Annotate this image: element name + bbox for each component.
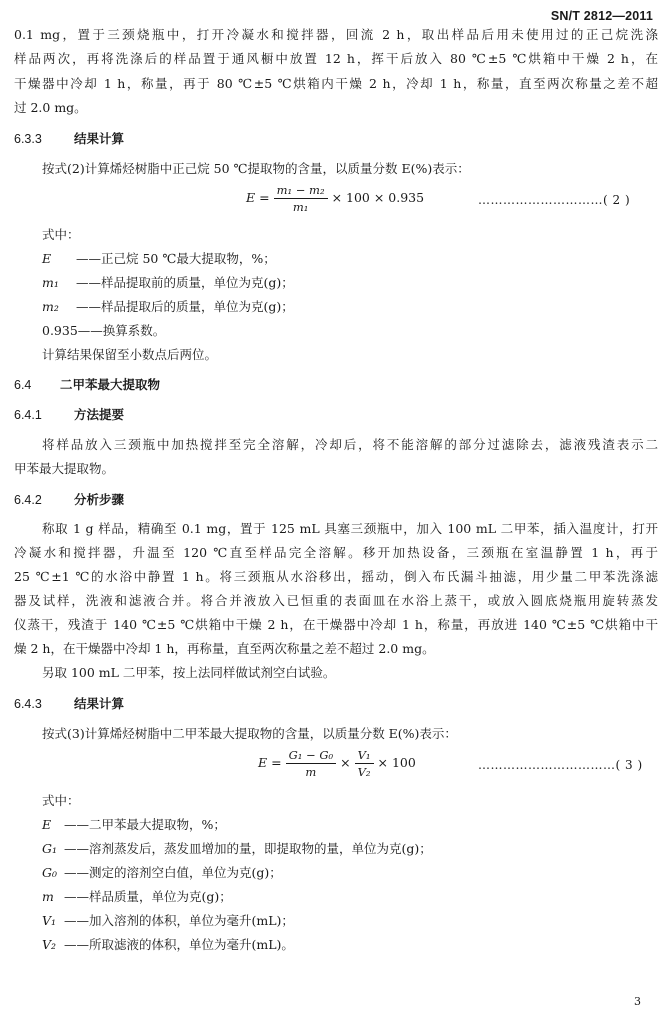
definition-row: V₂ ——所取滤液的体积，单位为毫升(mL)。 (42, 937, 294, 952)
section-number: 6.4.3 (14, 697, 42, 711)
section-heading-6-4-3 (14, 696, 124, 712)
formula-intro: 按式(3)计算烯烃树脂中二甲苯最大提取物的含量，以质量分数 E(%)表示： (42, 726, 457, 741)
fraction-denominator: V₂ (357, 765, 371, 779)
section-heading-6-4-2 (14, 492, 124, 508)
section-heading-6-4 (14, 377, 160, 393)
paragraph-line: 0.1 mg，置于三颈烧瓶中，打开冷凝水和搅拌器，回流 2 h，取出样品后用未使用过的正己烷洗涤 (14, 27, 658, 42)
section-heading-6-4-1 (14, 407, 124, 423)
fraction-numerator: V₁ (355, 748, 374, 764)
equation-2 (246, 183, 424, 214)
section-title: 结果计算 (74, 697, 125, 711)
formula-intro: 按式(2)计算烯烃树脂中正己烷 50 ℃提取物的含量，以质量分数 E(%)表示： (42, 161, 470, 176)
paragraph-line: 仪蒸干，残渣于 140 ℃±5 ℃烘箱中干燥 2 h，在干燥器中冷却 1 h，称量，再放进 140 ℃±5 ℃烘箱中干 (14, 617, 658, 632)
fraction (274, 183, 328, 214)
section-title: 方法提要 (74, 408, 125, 422)
paragraph-line: 将样品放入三颈瓶中加热搅拌至完全溶解，冷却后，将不能溶解的部分过滤除去，滤液残渣表示二 (42, 437, 658, 452)
rounding-note: 计算结果保留至小数点后两位。 (42, 347, 218, 362)
paragraph-line: 称取 1 g 样品，精确至 0.1 mg，置于 125 mL 具塞三颈瓶中，加入 100 mL 二甲苯，插入温度计，打开 (42, 521, 658, 536)
paragraph-line: 样品两次，再将洗涤后的样品置于通风橱中放置 12 h，挥干后放入 80 ℃±5 ℃烘箱中干燥 2 h，在 (14, 51, 658, 66)
definition-row: m₁ ——样品提取前的质量，单位为克(g)； (42, 275, 294, 290)
equation-lhs: E = (258, 755, 282, 770)
blank-test-note: 另取 100 mL 二甲苯，按上法同样做试剂空白试验。 (42, 665, 336, 680)
section-title: 分析步骤 (74, 493, 125, 507)
section-number: 6.4.1 (14, 408, 42, 422)
paragraph-line: 干燥器中冷却 1 h，称量，再于 80 ℃±5 ℃烘箱内干燥 2 h，冷却 1 h，称量，直至两次称量之差不超 (14, 76, 658, 91)
paragraph-line: 过 2.0 mg。 (14, 100, 87, 115)
equation-leader-dots: ……………………………( 3 ) (478, 758, 643, 772)
definition-row: G₁ ——溶剂蒸发后，蒸发皿增加的量，即提取物的量，单位为克(g)； (42, 841, 432, 856)
definition-row: m ——样品质量，单位为克(g)； (42, 889, 232, 904)
fraction-numerator: G₁ − G₀ (286, 748, 337, 764)
section-heading-6-3-3 (14, 131, 124, 147)
paragraph-line: 25 ℃±1 ℃的水浴中静置 1 h。将三颈瓶从水浴移出，摇动，倒入布氏漏斗抽滤，用少量二甲苯洗涤滤 (14, 569, 658, 584)
paragraph-line: 冷凝水和搅拌器，升温至 120 ℃直至样品完全溶解。移开加热设备，三颈瓶在室温静置 1 h，再于 (14, 545, 658, 560)
page-number: 3 (634, 995, 641, 1008)
fraction-numerator: m₁ − m₂ (274, 183, 328, 199)
fraction-denominator: m₁ (292, 200, 309, 214)
definition-row: V₁ ——加入溶剂的体积，单位为毫升(mL)； (42, 913, 294, 928)
equation-number: ( 2 ) (603, 193, 631, 207)
standard-code-header: SN/T 2812—2011 (550, 9, 653, 23)
definition-row: E ——正己烷 50 ℃最大提取物，%； (42, 251, 276, 266)
equation-lhs: E = (246, 190, 270, 205)
fraction (286, 748, 337, 779)
paragraph-line: 甲苯最大提取物。 (14, 461, 115, 476)
equation-rest: × 100 (377, 755, 416, 770)
section-number: 6.3.3 (14, 132, 42, 146)
section-number: 6.4 (14, 378, 32, 392)
fraction (355, 748, 374, 779)
section-number: 6.4.2 (14, 493, 42, 507)
fraction-denominator: m (305, 765, 317, 779)
section-title: 结果计算 (74, 132, 125, 146)
equation-3: E = $\frac{\text{G₁ − G₀}}{m}$ × $\frac{\text{V₁}}{\text{V₂}}$ × 100 (258, 748, 416, 779)
paragraph-line: 燥 2 h，在干燥器中冷却 1 h，再称量，直至两次称量之差不超过 2.0 mg。 (14, 641, 435, 656)
definition-row: G₀ ——测定的溶剂空白值，单位为克(g)； (42, 865, 282, 880)
where-label: 式中： (42, 227, 80, 242)
section-title: 二甲苯最大提取物 (60, 378, 161, 392)
equation-leader-dots: …………………………( 2 ) (478, 193, 631, 207)
definition-row: m₂ ——样品提取后的质量，单位为克(g)； (42, 299, 294, 314)
definition-row: E ——二甲苯最大提取物，%； (42, 817, 226, 832)
paragraph-line: 器及试样，洗液和滤液合并。将合并液放入已恒重的表面皿在水浴上蒸干，或放入圆底烧瓶用旋转蒸发 (14, 593, 658, 608)
equation-rest: × 100 × 0.935 (331, 190, 425, 205)
equation-number: ( 3 ) (615, 758, 643, 772)
where-label: 式中： (42, 793, 80, 808)
definition-row: 0.935——换算系数。 (42, 323, 166, 338)
